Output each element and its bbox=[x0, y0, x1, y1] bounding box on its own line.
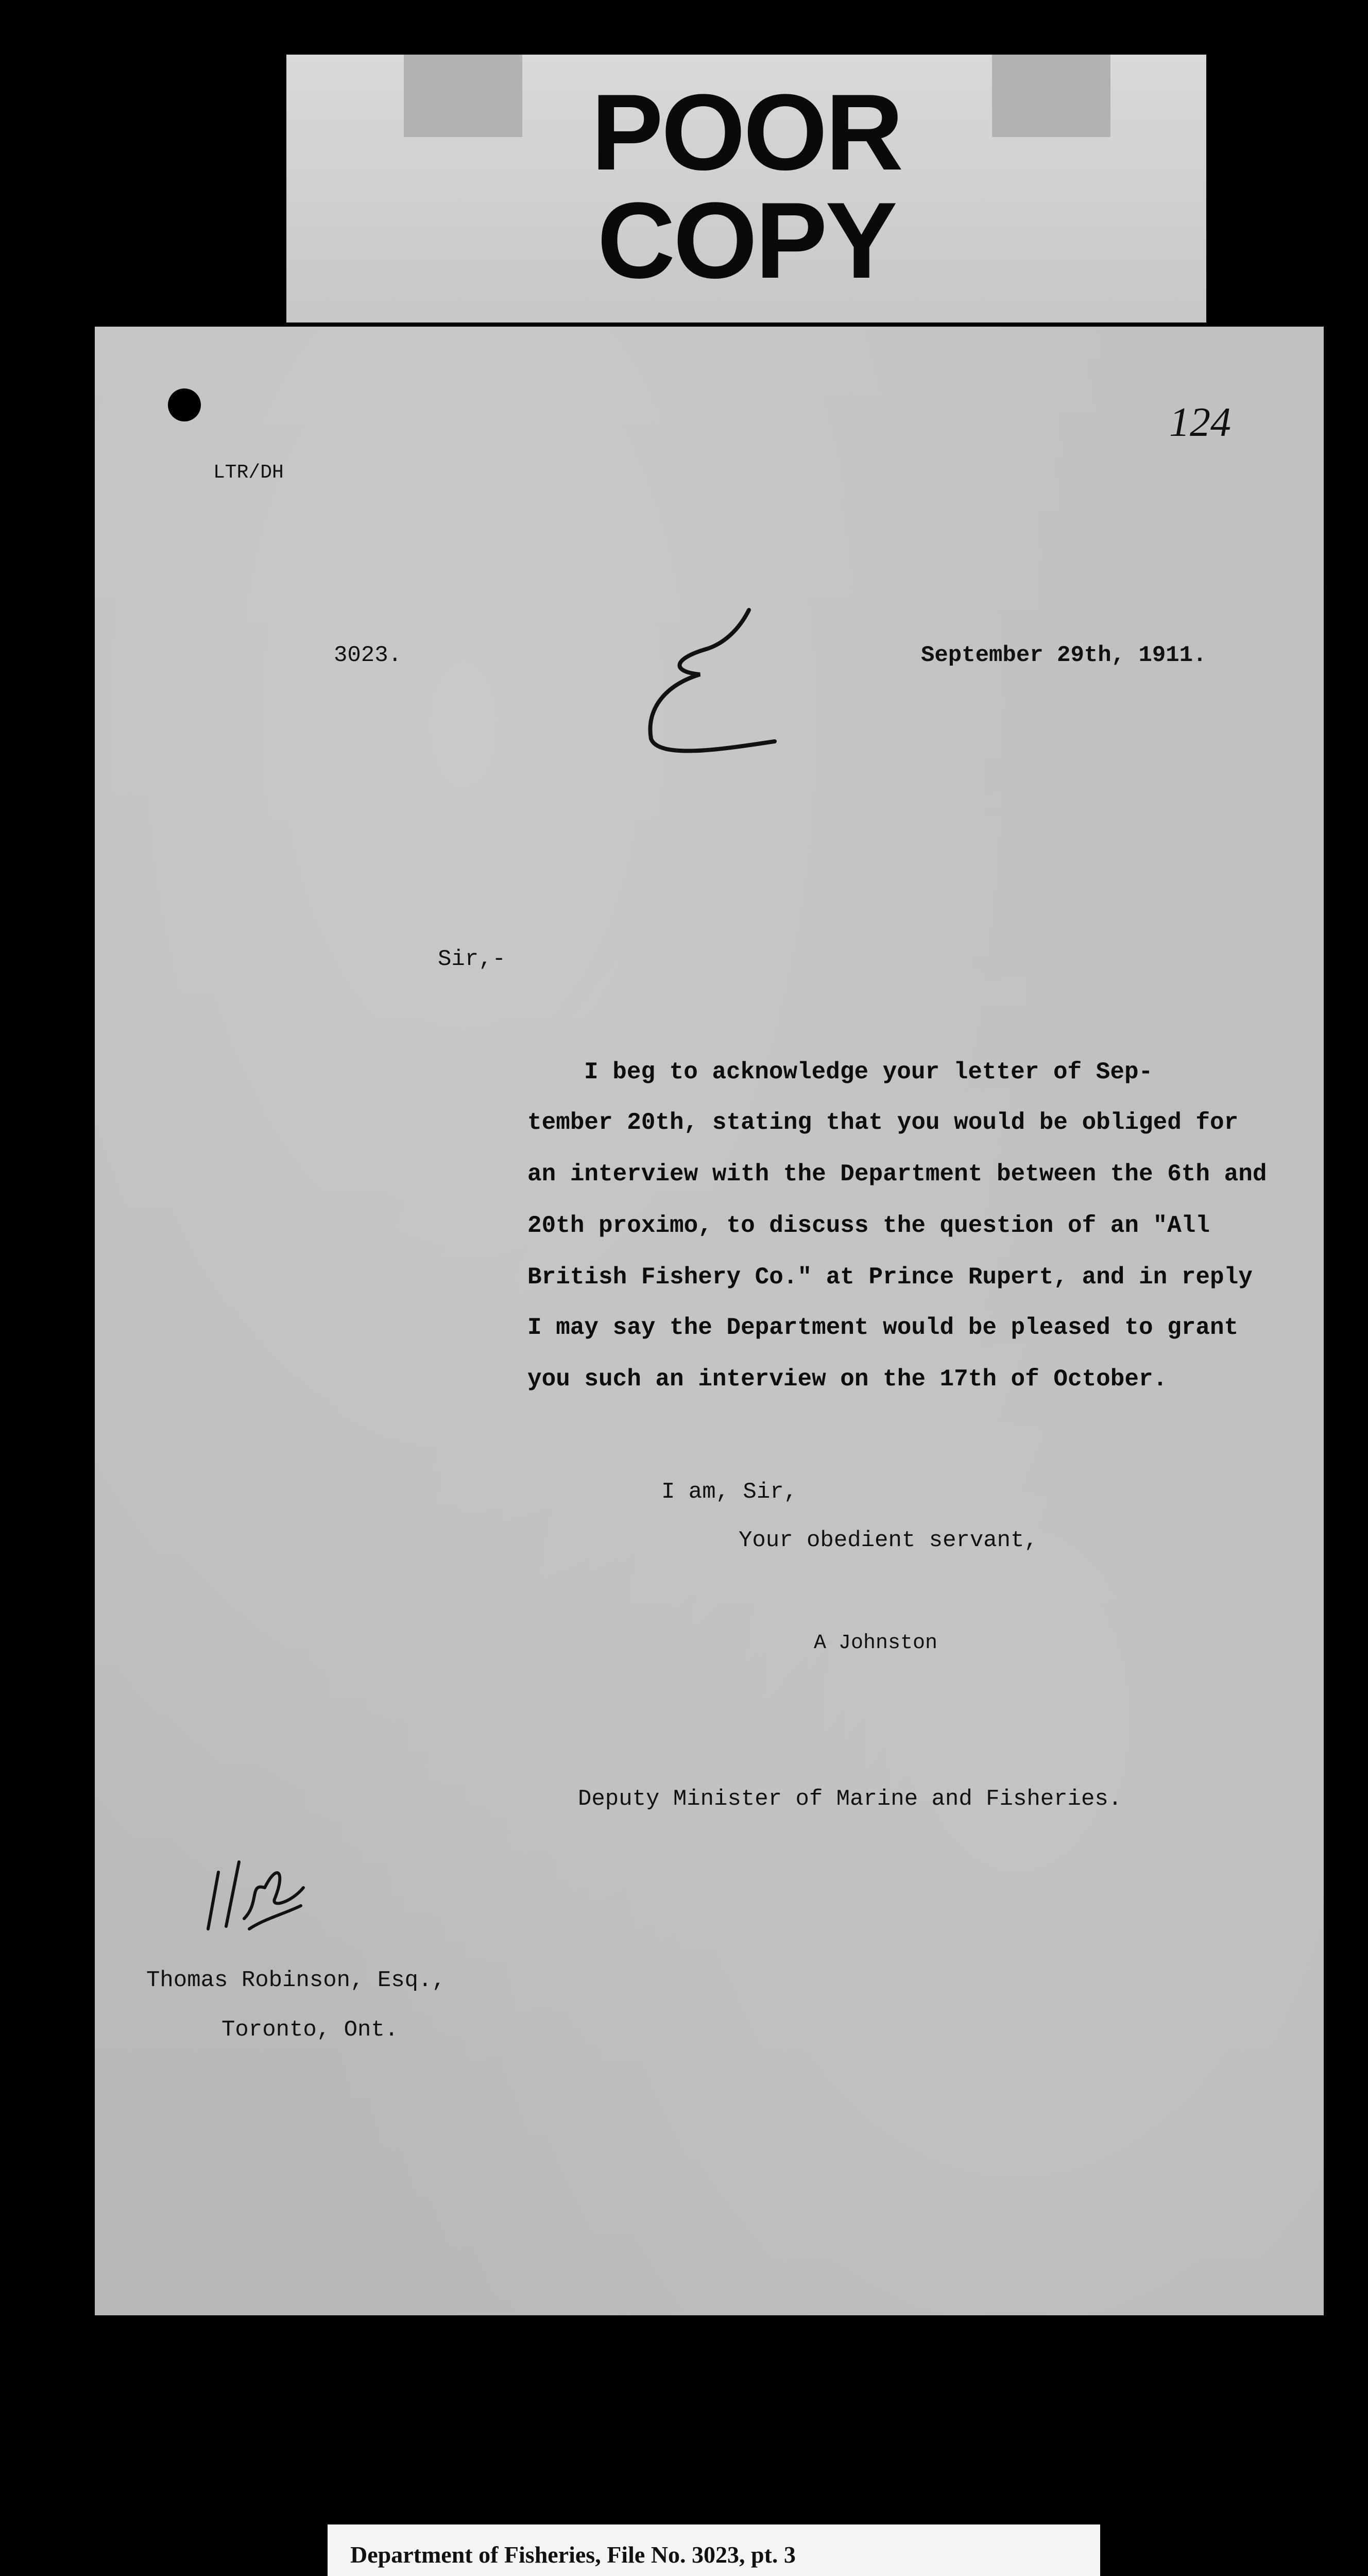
closing-line-2: Your obedient servant, bbox=[739, 1528, 1038, 1553]
closing-line-1: I am, Sir, bbox=[661, 1479, 798, 1505]
poor-copy-line-1: POOR bbox=[591, 72, 902, 193]
file-number: 3023. bbox=[334, 642, 402, 668]
file-label bbox=[328, 2524, 1100, 2576]
poor-copy-line-2: COPY bbox=[597, 180, 896, 301]
body-line: 20th proximo, to discuss the question of an "All bbox=[527, 1212, 1210, 1239]
handwritten-initials bbox=[187, 1826, 311, 1950]
file-label-text: Department of Fisheries, File No. 3023, pt. 3 bbox=[350, 2541, 796, 2568]
body-line: I beg to acknowledge your letter of Sep- bbox=[584, 1059, 1153, 1086]
letter-sheet bbox=[95, 327, 1324, 2315]
signatory-title: Deputy Minister of Marine and Fisheries. bbox=[578, 1786, 1122, 1812]
handwritten-e-mark bbox=[610, 595, 826, 770]
poor-copy-label bbox=[286, 55, 1206, 323]
body-line: I may say the Department would be pleased to grant bbox=[527, 1314, 1239, 1341]
addressee-location: Toronto, Ont. bbox=[221, 2017, 399, 2043]
addressee-name: Thomas Robinson, Esq., bbox=[146, 1968, 446, 1993]
signature: A Johnston bbox=[814, 1632, 938, 1655]
reference-initials: LTR/DH bbox=[213, 462, 284, 484]
body-line: British Fishery Co." at Prince Rupert, and in reply bbox=[527, 1264, 1253, 1291]
letter-date: September 29th, 1911. bbox=[921, 642, 1207, 668]
punch-hole bbox=[168, 388, 201, 421]
body-line: tember 20th, stating that you would be obliged for bbox=[527, 1109, 1239, 1136]
salutation: Sir,- bbox=[438, 946, 506, 972]
page-number: 124 bbox=[1169, 400, 1231, 445]
body-line: you such an interview on the 17th of October. bbox=[527, 1366, 1168, 1393]
body-line: an interview with the Department between the 6th and bbox=[527, 1161, 1267, 1188]
